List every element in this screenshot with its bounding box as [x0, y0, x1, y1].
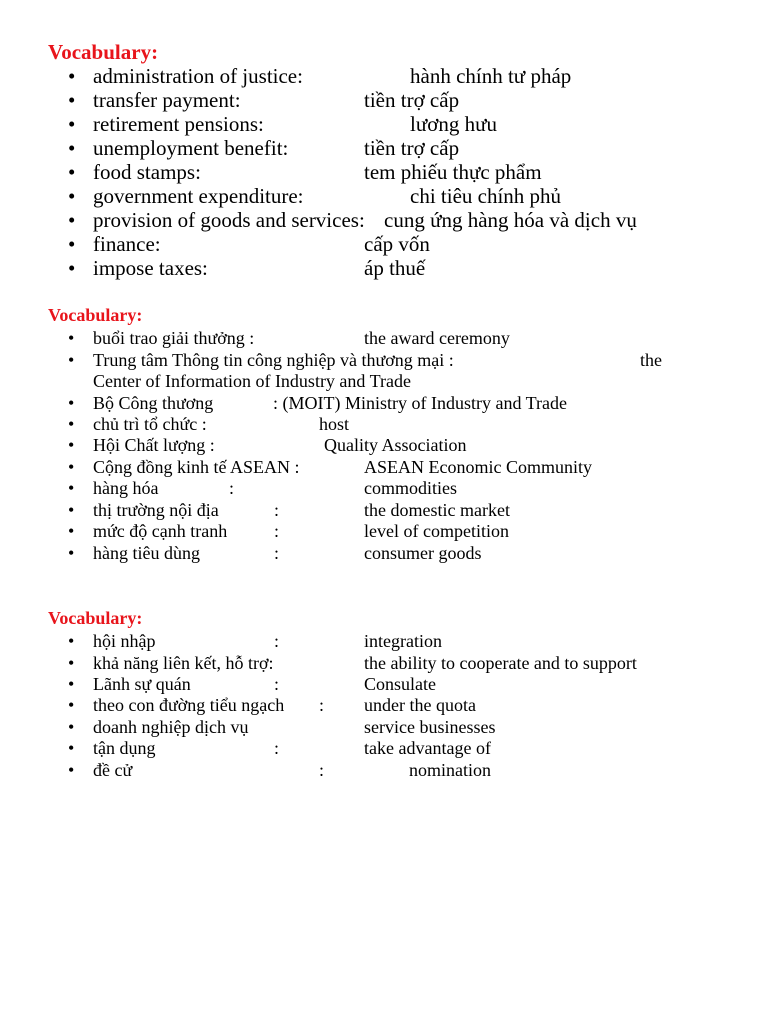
- translation: the: [640, 350, 662, 370]
- term: Cộng đồng kinh tế ASEAN :: [93, 457, 300, 477]
- bullet: •: [68, 478, 75, 498]
- term: doanh nghiệp dịch vụ: [93, 717, 249, 737]
- translation: chi tiêu chính phủ: [410, 184, 562, 208]
- bullet: •: [68, 717, 75, 737]
- bullet: •: [68, 674, 75, 694]
- translation: : (MOIT) Ministry of Industry and Trade: [273, 393, 567, 413]
- translation: ASEAN Economic Community: [364, 457, 592, 477]
- bullet: •: [68, 393, 75, 413]
- bullet: •: [68, 64, 76, 88]
- term: impose taxes:: [93, 256, 208, 280]
- separator: :: [319, 695, 325, 715]
- separator: :: [274, 631, 280, 651]
- term-continuation: Center of Information of Industry and Trade: [93, 371, 411, 391]
- term: Bộ Công thương: [93, 393, 214, 413]
- term: chủ trì tổ chức :: [93, 414, 207, 434]
- bullet: •: [68, 695, 75, 715]
- term: hàng hóa: [93, 478, 159, 498]
- translation: tem phiếu thực phẩm: [364, 160, 542, 184]
- separator: :: [274, 500, 280, 520]
- term: tận dụng: [93, 738, 156, 758]
- term: Trung tâm Thông tin công nghiệp và thương mại :: [93, 350, 454, 370]
- term: hội nhập: [93, 631, 156, 651]
- separator: :: [274, 738, 280, 758]
- section-heading: Vocabulary:: [48, 40, 159, 64]
- term: unemployment benefit:: [93, 136, 289, 160]
- bullet: •: [68, 653, 75, 673]
- term: theo con đường tiểu ngạch: [93, 695, 285, 715]
- term: buổi trao giải thưởng :: [93, 328, 255, 348]
- bullet: •: [68, 631, 75, 651]
- separator: :: [274, 543, 280, 563]
- translation: tiền trợ cấp: [364, 88, 460, 112]
- bullet: •: [68, 543, 75, 563]
- translation: cung ứng hàng hóa và dịch vụ: [384, 208, 637, 232]
- translation: Quality Association: [324, 435, 467, 455]
- translation: áp thuế: [364, 256, 426, 280]
- bullet: •: [68, 136, 76, 160]
- term: hàng tiêu dùng: [93, 543, 200, 563]
- bullet: •: [68, 160, 76, 184]
- translation: the award ceremony: [364, 328, 510, 348]
- translation: lương hưu: [410, 112, 497, 136]
- separator: :: [319, 760, 325, 780]
- translation: service businesses: [364, 717, 496, 737]
- term: food stamps:: [93, 160, 201, 184]
- translation: the ability to cooperate and to support: [364, 653, 637, 673]
- bullet: •: [68, 232, 76, 256]
- translation: consumer goods: [364, 543, 482, 563]
- bullet: •: [68, 457, 75, 477]
- term: Lãnh sự quán: [93, 674, 191, 694]
- translation: host: [319, 414, 350, 434]
- translation: commodities: [364, 478, 457, 498]
- translation: take advantage of: [364, 738, 491, 758]
- translation: nomination: [409, 760, 491, 780]
- term: provision of goods and services:: [93, 208, 365, 232]
- bullet: •: [68, 88, 76, 112]
- bullet: •: [68, 184, 76, 208]
- translation: Consulate: [364, 674, 436, 694]
- translation: under the quota: [364, 695, 476, 715]
- bullet: •: [68, 500, 75, 520]
- bullet: •: [68, 112, 76, 136]
- term: finance:: [93, 232, 161, 256]
- term: government expenditure:: [93, 184, 304, 208]
- bullet: •: [68, 256, 76, 280]
- bullet: •: [68, 328, 75, 348]
- section-heading: Vocabulary:: [48, 305, 143, 325]
- translation: cấp vốn: [364, 232, 430, 256]
- bullet: •: [68, 738, 75, 758]
- bullet: •: [68, 435, 75, 455]
- term: mức độ cạnh tranh: [93, 521, 228, 541]
- translation: level of competition: [364, 521, 509, 541]
- translation: integration: [364, 631, 442, 651]
- term: khả năng liên kết, hỗ trợ:: [93, 653, 274, 673]
- term: đề cử: [93, 760, 133, 780]
- term: administration of justice:: [93, 64, 303, 88]
- term: transfer payment:: [93, 88, 241, 112]
- bullet: •: [68, 521, 75, 541]
- translation: hành chính tư pháp: [410, 64, 572, 88]
- separator: :: [274, 521, 280, 541]
- separator: :: [274, 674, 280, 694]
- bullet: •: [68, 350, 75, 370]
- bullet: •: [68, 208, 76, 232]
- term: retirement pensions:: [93, 112, 264, 136]
- section-heading: Vocabulary:: [48, 608, 143, 628]
- separator: :: [229, 478, 235, 498]
- term: thị trường nội địa: [93, 500, 219, 520]
- translation: tiền trợ cấp: [364, 136, 460, 160]
- bullet: •: [68, 414, 75, 434]
- term: Hội Chất lượng :: [93, 435, 215, 455]
- bullet: •: [68, 760, 75, 780]
- translation: the domestic market: [364, 500, 510, 520]
